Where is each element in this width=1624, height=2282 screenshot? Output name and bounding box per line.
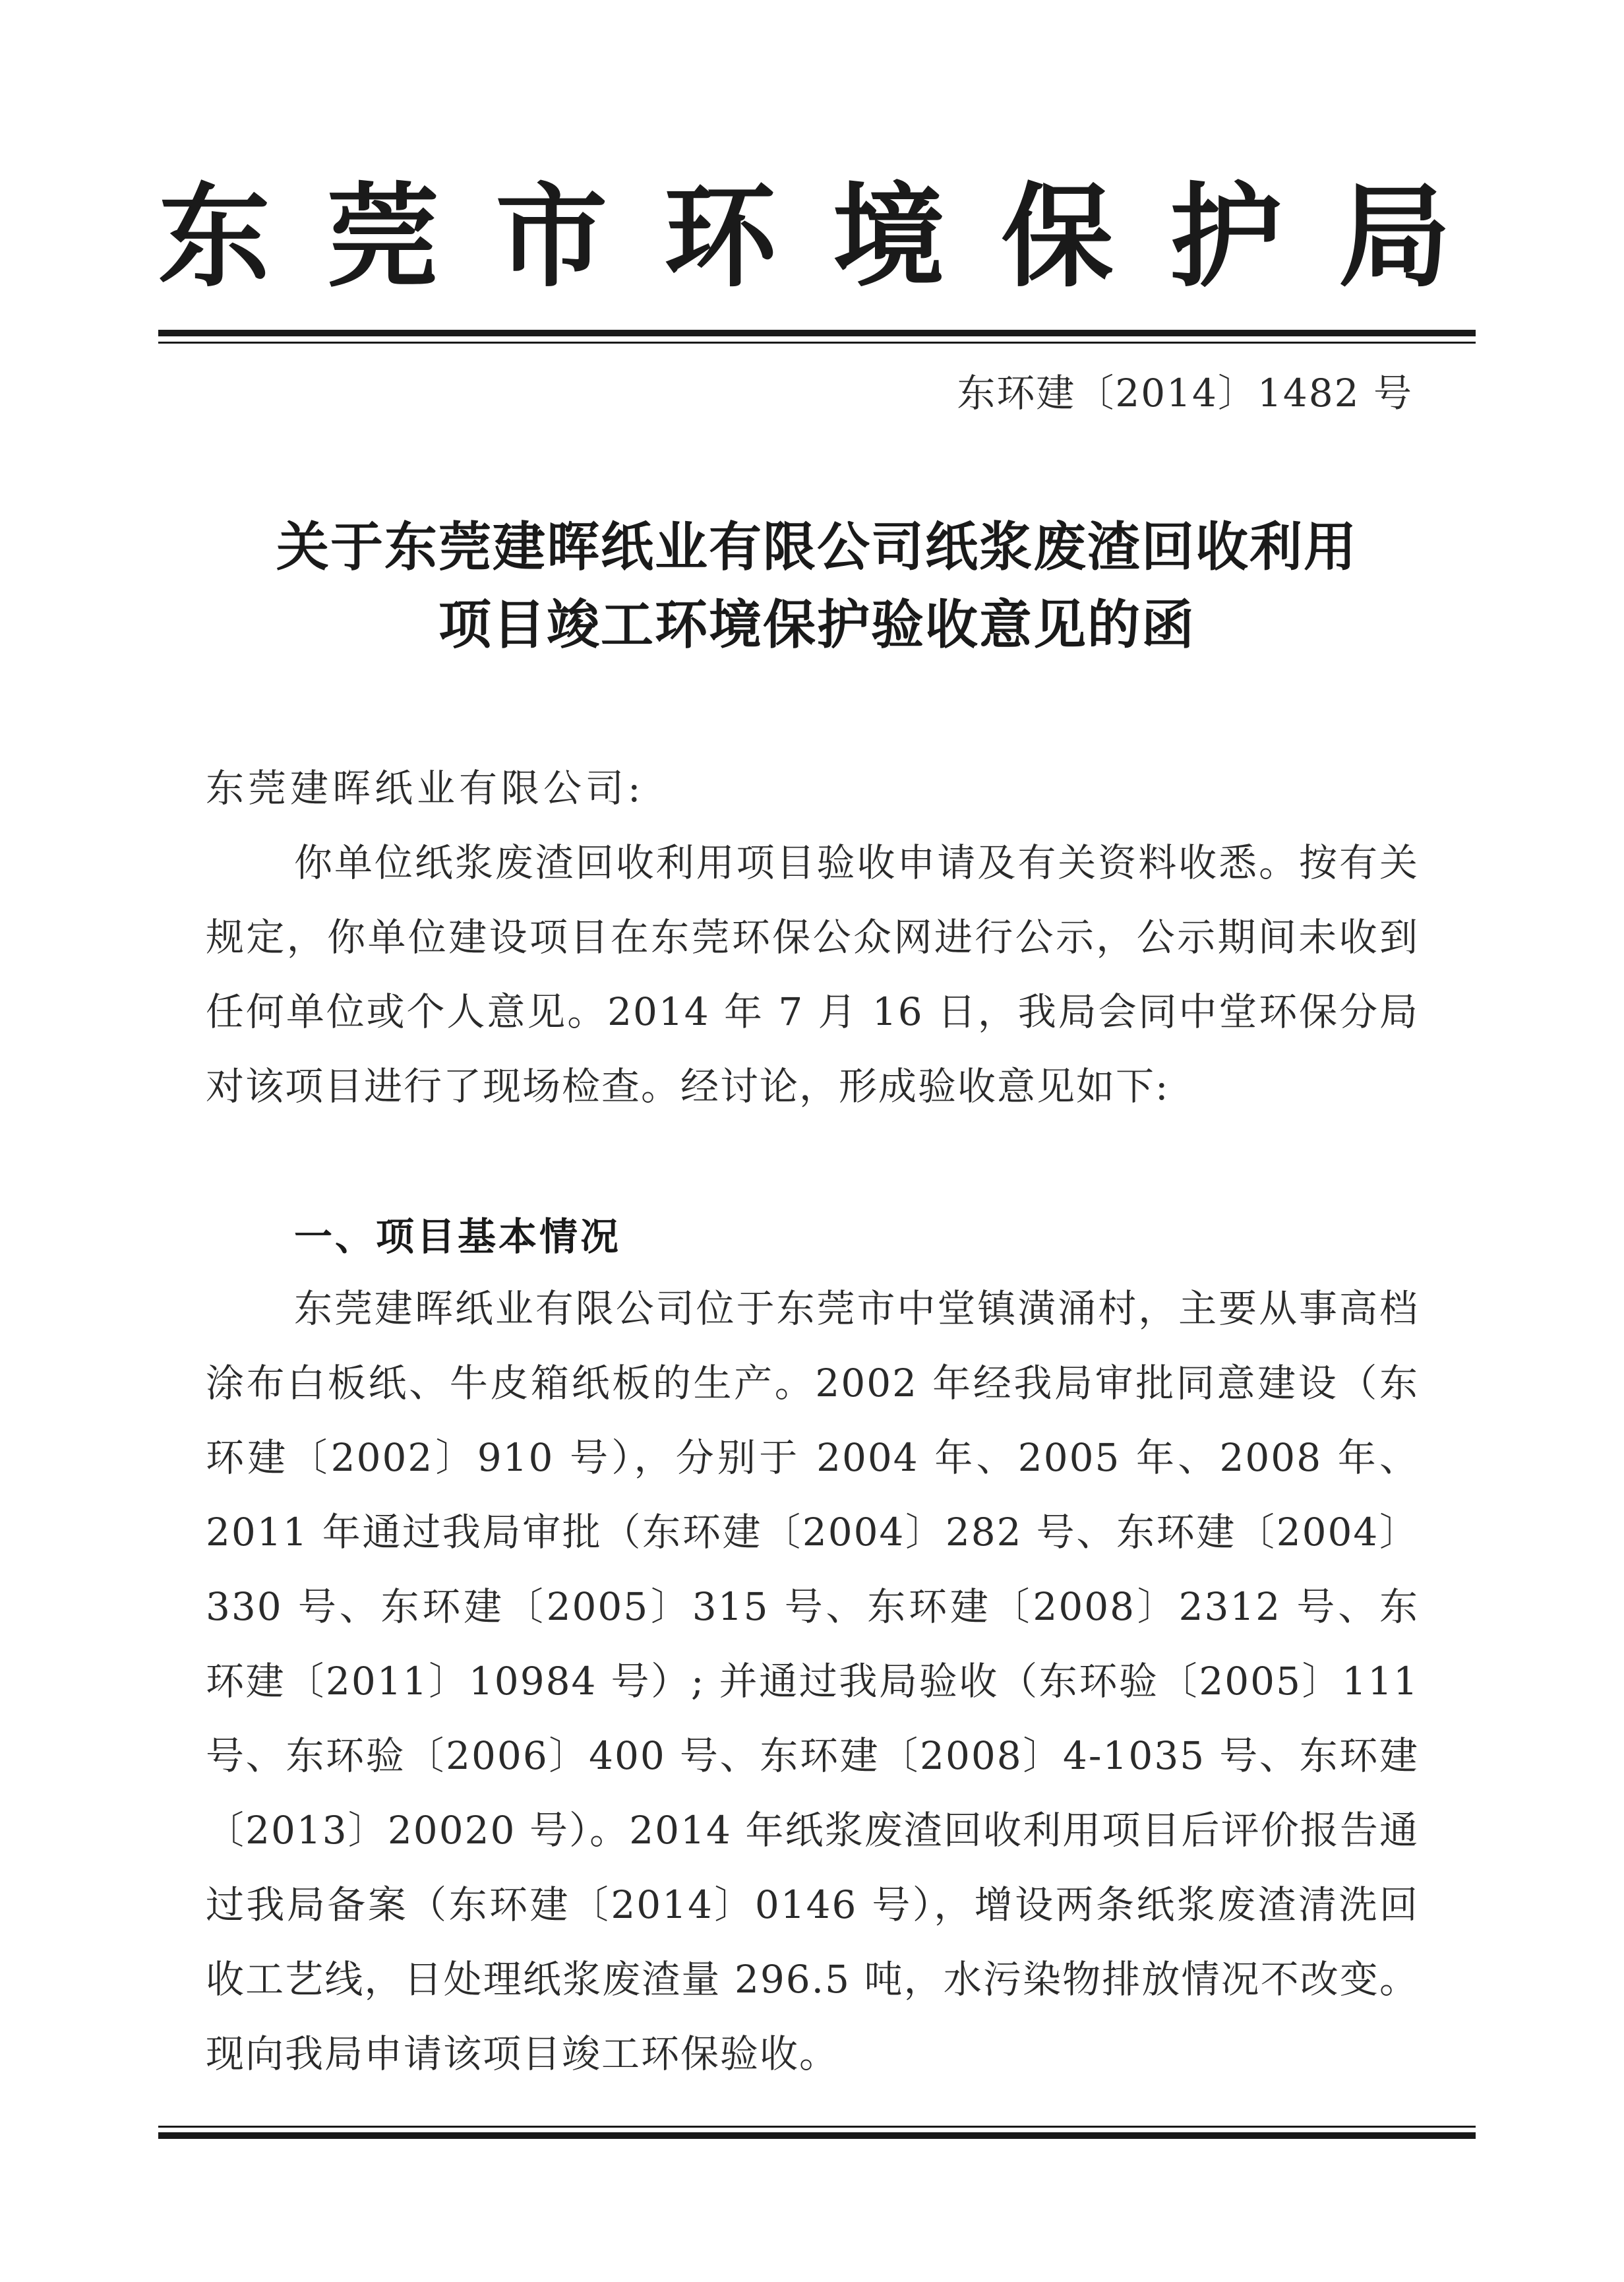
agency-name-char: 市 (495, 172, 608, 303)
footer-divider-thin (158, 2126, 1476, 2128)
body-paragraph-1: 你单位纸浆废渣回收利用项目验收申请及有关资料收悉。按有关规定，你单位建设项目在东莞环保公众网进行公示，公示期间未收到任何单位或个人意见。2014 年 7 月 16 日，我局会同中堂环保分局对该项目进行了现场检查。经讨论，形成验收意见如下: (206, 840, 1419, 1109)
agency-name-char: 环 (664, 172, 777, 303)
header-divider-thick (158, 330, 1476, 336)
document-title-line-2: 项目竣工环境保护验收意见的函 (438, 594, 1195, 656)
section-heading-1: 一、项目基本情况 (294, 1214, 622, 1259)
agency-name-char: 境 (832, 172, 945, 303)
agency-name-char: 莞 (326, 172, 439, 303)
agency-name-char: 东 (158, 172, 271, 303)
agency-name-header (158, 171, 1451, 303)
header-divider-thin (158, 342, 1476, 344)
agency-name-char: 护 (1170, 172, 1282, 303)
footer-divider-thick (158, 2132, 1476, 2139)
body-paragraph-2: 东莞建晖纸业有限公司位于东莞市中堂镇潢涌村，主要从事高档涂布白板纸、牛皮箱纸板的生产。2002 年经我局审批同意建设（东环建〔2002〕910 号），分别于 2004 年、2005 年、2008 年、2011 年通过我局审批（东环建〔2004〕282 号、东环建〔2004〕330 号、东环建〔2005〕315 号、东环建〔2008〕2312 号、东环建〔2011〕10984 号）; 并通过我局验收（东环验〔2005〕111 号、东环验〔2006〕400 号、东环建〔2008〕4-1035 号、东环建〔2013〕20020 号）。2014 年纸浆废渣回收利用项目后评价报告通过我局备案（东环建〔2014〕0146 号），增设两条纸浆废渣清洗回收工艺线，日处理纸浆废渣量 296.5 吨，水污染物排放情况不改变。现向我局申请该项目竣工环保验收。 (206, 1286, 1419, 2076)
agency-name-char: 保 (1001, 172, 1114, 303)
document-title-line-1: 关于东莞建晖纸业有限公司纸浆废渣回收利用 (276, 516, 1358, 578)
document-number: 东环建〔2014〕1482 号 (957, 371, 1413, 416)
agency-name-char: 局 (1338, 172, 1451, 303)
salutation: 东莞建晖纸业有限公司: (206, 766, 645, 811)
